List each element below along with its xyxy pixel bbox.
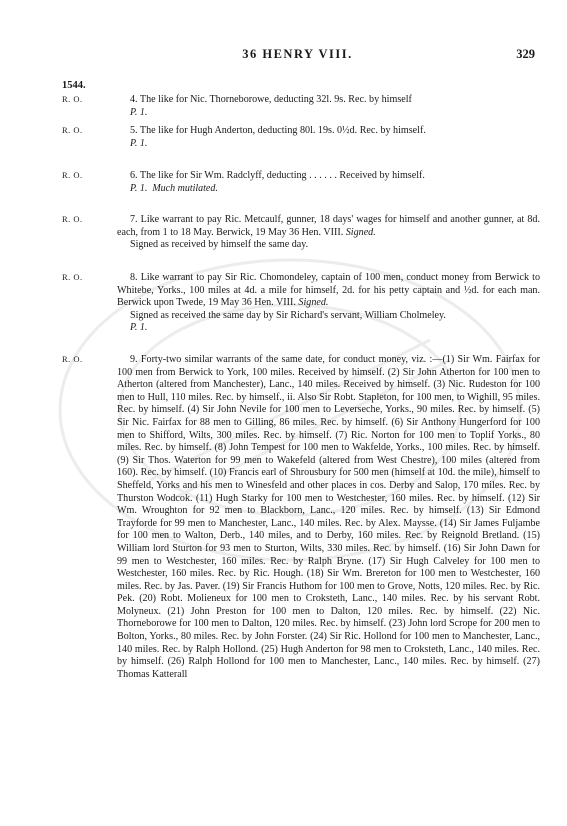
entry-note: P. 1.: [130, 106, 148, 118]
source-label: R. O.: [62, 272, 83, 282]
entry-text-line: [117, 214, 540, 239]
running-header: [60, 47, 535, 63]
signed-label: Signed.: [345, 226, 376, 238]
entry-6: [62, 170, 540, 195]
entry-4: [62, 94, 540, 119]
source-label: R. O.: [62, 94, 83, 104]
entry-text: 5. The like for Hugh Anderton, deducting 80l. 19s. 0½d. Rec. by himself.: [130, 125, 426, 136]
entry-text: 7. Like warrant to pay Ric. Metcaulf, gunner, 18 days' wages for himself and another gunner, at 8d. each, from 1 to 18 May. Berwick, 19 May 36 Hen. VIII.: [117, 214, 540, 238]
entry-5: [62, 125, 540, 150]
entry-note-italic: Much mutilated.: [152, 182, 218, 194]
entry-subtext: Signed as received the same day by Sir Richard's servant, William Cholmeley.: [130, 309, 446, 321]
entry-subtext: Signed as received by himself the same day.: [130, 239, 309, 251]
entry-text: 8. Like warrant to pay Sir Ric. Chomondeley, captain of 100 men, conduct money from Berwick to Whitebe, Yorks., 100 miles at 4d. a mile for himself, 2d. for his petty captain and ½d. for each man. Berwick upon Twede, 19 May 36 Hen. VIII.: [117, 272, 540, 309]
source-label: R. O.: [62, 170, 83, 180]
entry-note-line: [130, 183, 540, 196]
year-marker: 1544.: [62, 80, 86, 91]
entry-note: P. 1.: [130, 322, 148, 334]
running-title: 36 HENRY VIII.: [242, 47, 353, 61]
entry-7: [62, 214, 540, 252]
source-label: R. O.: [62, 125, 83, 135]
entry-text: 9. Forty-two similar warrants of the same date, for conduct money, viz. :—(1) Sir Wm. Fairfax for 100 men from Berwick to York, 100 miles. Received by himself. (2) Sir John Atherton for 100 men to Atherton (altered from Manchester), Lanc., 140 miles. Received by himself. (3) Nic. Rudeston for 100 men to Hull, 110 miles. Rec. by himself., ii. Also Sir Robt. Stapleton, for 100 men, to Wighill, 95 miles. Rec. by himself. (4) Sir John Nevile for 100 men to Leverseche, Yorks., 90 miles. Rec. by himself. (5) Sir Nic. Fairfax for 88 men to Gilling, 86 miles. Rec. by himself. (6) Sir Anthony Hungerford for 100 men to Shifford, Wilts, 300 miles. Rec. by himself. (7) Ric. Norton for 100 men to Toplif Yorks., 80 miles. Rec. by himself. (8) John Tempest for 100 men to Wakfelde, Yorks., 100 miles. Rec. by himself. (9) Sir Thos. Waterton for 99 men to Wakefeld (altered from West Chestre), 100 miles (altered from 160). Rec. by himself. (10) Francis earl of Shrousbury for 500 men (himself at 10d. the mile), himself to Sheffeld, Yorks and his men to Winesfeld and other places in cos. Derby and Salop, 170 miles. Rec. by Thurston Wodcok. (11) Hugh Starky for 100 men to Westchester, 160 miles. Rec. by himself. (12) Sir Wm. Wroughton for 92 men to Blackborn, Lanc., 120 miles. Rec. by himself. (13) Sir Edmond Trayforde for 99 men to Manchester, Lanc., 140 miles. Rec. by Alex. Maysse. (14) Sir James Fuljambe for 100 men to Walton, Derb., 140 miles, and to Derby, 160 miles. Rec. by Reignold Bretland. (15) William lord Sturton for 93 men to Sturton, Wilts, 330 miles. Rec. by himself. (16) Sir John Dawn for 99 men to Westchester, 160 miles. Rec. by Ralph Bryne. (17) Sir Hugh Calveley for 100 men to Westchester, 160 miles. Rec. by Ric. Hough. (18) Sir Wm. Brereton for 100 men to Westchester, 160 miles. Rec. by Jas. Paver. (19) Sir Francis Huthom for 100 men to Grove, Notts, 120 miles. Rec. by Ric. Pek. (20) Robt. Molieneux for 100 men to Croksteth, Lanc., 140 miles. Rec. by his servant Robt. Molyneux. (21) John Preston for 100 men to Dalton, 120 miles. Rec. by himself. (22) Nic. Thorneborowe for 100 men to Dalton, 120 miles. Rec. by himself. (23) John lord Scrope for 200 men to Bolton, Yorks., 80 miles. Rec. by John Forster. (24) Sir Ric. Hollond for 100 men to Manchester, Lanc., 140 miles. Rec. by Ralph Hollond. (25) Hugh Anderton for 98 men to Croksteth, Lanc., 140 miles. Rec. by himself. (26) Ralph Hollond for 100 men to Manchester, Lanc., 140 miles. Rec. by himself. (27) Thomas Katterall: [117, 354, 540, 680]
source-label: R. O.: [62, 214, 83, 224]
entry-text: 4. The like for Nic. Thorneborowe, deducting 32l. 9s. Rec. by himself: [130, 94, 412, 105]
source-label: R. O.: [62, 354, 83, 364]
signed-label: Signed.: [298, 297, 329, 309]
entry-text-line: [117, 272, 540, 310]
entry-text: 6. The like for Sir Wm. Radclyff, deducting . . . . . . Received by himself.: [130, 170, 425, 181]
entry-8: [62, 272, 540, 335]
entry-9: [62, 354, 540, 681]
entry-note: P. 1.: [130, 137, 148, 149]
page-number: 329: [516, 47, 535, 61]
entry-note: P. 1.: [130, 182, 148, 194]
